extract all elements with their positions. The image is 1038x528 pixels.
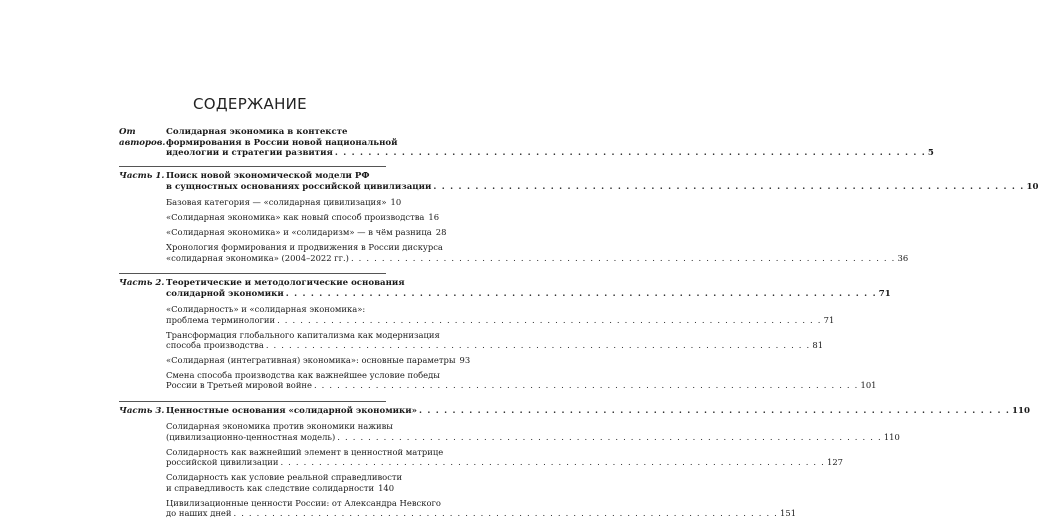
toc-subsection-page: 127: [827, 457, 844, 468]
dot-leader: [277, 315, 822, 325]
toc-subsection-text: Цивилизационные ценности России: от Александра Невского: [166, 497, 441, 508]
toc-part-title-text: Поиск новой экономической модели РФ: [166, 171, 370, 181]
toc-subsection-text: проблема терминологии: [166, 314, 276, 325]
toc-intro-body: [166, 127, 934, 159]
toc-part: [119, 273, 891, 391]
toc-part-title: [166, 406, 1030, 417]
toc-subsection-text: Хронология формирования и продвижения в России дискурса: [166, 242, 443, 253]
toc-subsection-text: Смена способа производства как важнейшее условие победы: [166, 370, 440, 380]
toc-intro-line: [166, 148, 934, 159]
toc-subsection-page: 16: [428, 212, 440, 223]
toc-subsection-line: [166, 340, 824, 350]
toc-intro-line: [166, 138, 934, 149]
toc-subsection-line: [166, 482, 395, 493]
dot-leader: [335, 148, 926, 159]
toc-subsection[interactable]: [166, 227, 447, 238]
toc-subsection-text: «Солидарная экономика» и «солидаризм» — в чём разница: [166, 227, 432, 238]
toc-subsection[interactable]: [166, 212, 440, 223]
dot-leader: [266, 340, 811, 350]
dot-leader: [419, 406, 1010, 417]
toc-subsection-line: [166, 227, 447, 238]
toc-subsection-text: (цивилизационно-ценностная модель): [166, 431, 336, 442]
toc-subsection-page: 93: [459, 355, 471, 365]
toc-subsection[interactable]: [166, 421, 900, 442]
toc-subsection-line: [166, 380, 877, 391]
toc-part: [119, 166, 1038, 263]
toc-subsection-line: [166, 457, 844, 468]
toc-intro-line-text: формирования в России новой национальной: [166, 137, 398, 148]
toc-subsection-text: Солидарность как важнейший элемент в ценностной матрице: [166, 446, 444, 457]
toc-part-page: 71: [878, 288, 891, 299]
toc-subsection-line: [166, 472, 403, 483]
toc-subsection-text: российской цивилизации: [166, 457, 279, 468]
toc-subsection-text: «Солидарная (интегративная) экономика»: основные параметры: [166, 355, 456, 365]
toc-subsection[interactable]: [166, 197, 402, 208]
toc-subsection-page: 140: [378, 482, 395, 493]
toc-subsection-text: до наших дней: [166, 508, 232, 519]
toc-subsection-text: способа производства: [166, 340, 264, 350]
toc-subsection[interactable]: [166, 472, 403, 493]
toc-part-title-line: [166, 406, 1030, 417]
toc-subsection-line: [166, 197, 402, 208]
toc-intro-entry[interactable]: [119, 127, 934, 159]
toc-subsection[interactable]: [166, 370, 877, 391]
toc-part-title-line: [166, 171, 1038, 182]
dot-leader: [314, 380, 859, 390]
toc-part-title-text: Теоретические и методологические основания: [166, 278, 405, 288]
toc-part-title-text: солидарной экономики: [166, 288, 284, 299]
dot-leader: [433, 182, 1024, 193]
toc-part-label: Часть 1.: [119, 171, 165, 181]
toc-part-title: [166, 171, 1038, 192]
toc-subsection-line: [166, 329, 440, 340]
toc-intro-label: От авторов.: [119, 127, 166, 148]
dot-leader: [233, 508, 778, 518]
toc-subsection-text: «Солидарность» и «солидарная экономика»:: [166, 304, 366, 315]
toc-subsection-text: «Солидарная экономика» как новый способ производства: [166, 212, 425, 223]
toc-subsections: [166, 304, 877, 391]
toc-subsection-page: 36: [897, 252, 909, 263]
toc-intro: [119, 127, 934, 159]
toc-part-title-line: [166, 278, 891, 289]
toc-intro-line: [166, 127, 934, 138]
toc-subsection-text: и справедливость как следствие солидарности: [166, 482, 375, 493]
toc-subsection-text: «солидарная экономика» (2004–2022 гг.): [166, 252, 349, 263]
toc-subsection-line: [166, 314, 835, 325]
dot-leader: [337, 432, 882, 442]
toc-part-heading[interactable]: [119, 405, 1030, 417]
toc-subsection-text: России в Третьей мировой войне: [166, 380, 312, 391]
toc-part-label: Часть 2.: [119, 278, 165, 288]
toc-subsection-line: [166, 421, 393, 432]
toc-part: [119, 401, 1030, 519]
toc-subsections: [166, 197, 909, 263]
toc-part-heading[interactable]: [119, 278, 891, 299]
toc-part-heading[interactable]: [119, 171, 1038, 192]
toc-subsection-text: Трансформация глобального капитализма как модернизация: [166, 329, 440, 340]
dot-leader: [351, 253, 896, 263]
toc-subsection-line: [166, 431, 900, 442]
toc-subsection[interactable]: [166, 329, 824, 351]
toc-subsection-line: [166, 242, 443, 253]
toc-subsection-line: [166, 370, 440, 380]
dot-leader: [286, 289, 877, 300]
toc-intro-line-text: Солидарная экономика в контексте: [166, 127, 348, 137]
toc-subsection-page: 101: [860, 380, 877, 391]
toc-subsection-line: [166, 304, 386, 314]
toc-subsection-page: 81: [812, 340, 824, 350]
toc-subsection-page: 151: [780, 508, 797, 519]
toc-subsection-line: [166, 446, 444, 457]
toc-part-title-text: в сущностных основаниях российской цивилизации: [166, 181, 432, 192]
dot-leader: [280, 457, 825, 467]
toc-part-title-line: [166, 289, 891, 300]
toc-subsection-line: [166, 508, 797, 519]
toc-subsection-line: [166, 212, 440, 223]
toc-subsection[interactable]: [166, 304, 835, 325]
toc-subsection-page: 71: [823, 314, 835, 325]
toc-subsection-text: Солидарная экономика против экономики наживы: [166, 421, 393, 432]
toc-part-title-line: [166, 182, 1038, 193]
toc-subsection-page: 28: [435, 227, 447, 238]
toc-subsection-text: Базовая категория — «солидарная цивилизация»: [166, 197, 387, 208]
toc-subsection-line: [166, 252, 909, 263]
toc-subsection[interactable]: [166, 355, 471, 365]
toc-part-page: 10: [1026, 181, 1038, 192]
toc-subsection[interactable]: [166, 497, 797, 519]
toc-subsection-line: [166, 355, 471, 365]
toc-parts: [119, 166, 1038, 528]
toc-part-title: [166, 278, 891, 299]
toc-intro-line-text: идеологии и стратегии развития: [166, 148, 333, 159]
toc-subsections: [166, 421, 900, 519]
toc-subsection[interactable]: [166, 446, 844, 468]
toc-part-title-text: Ценностные основания «солидарной экономики»: [166, 405, 417, 416]
toc-subsection[interactable]: [166, 242, 909, 263]
toc-subsection-page: 10: [390, 197, 402, 208]
toc-title: СОДЕРЖАНИЕ: [193, 95, 307, 113]
toc-intro-page: 5: [927, 148, 934, 159]
toc-subsection-line: [166, 497, 441, 508]
toc-part-page: 110: [1012, 405, 1030, 416]
toc-part-label: Часть 3.: [119, 405, 165, 416]
toc-subsection-text: Солидарность как условие реальной справедливости: [166, 472, 403, 483]
toc-subsection-page: 110: [883, 431, 900, 442]
